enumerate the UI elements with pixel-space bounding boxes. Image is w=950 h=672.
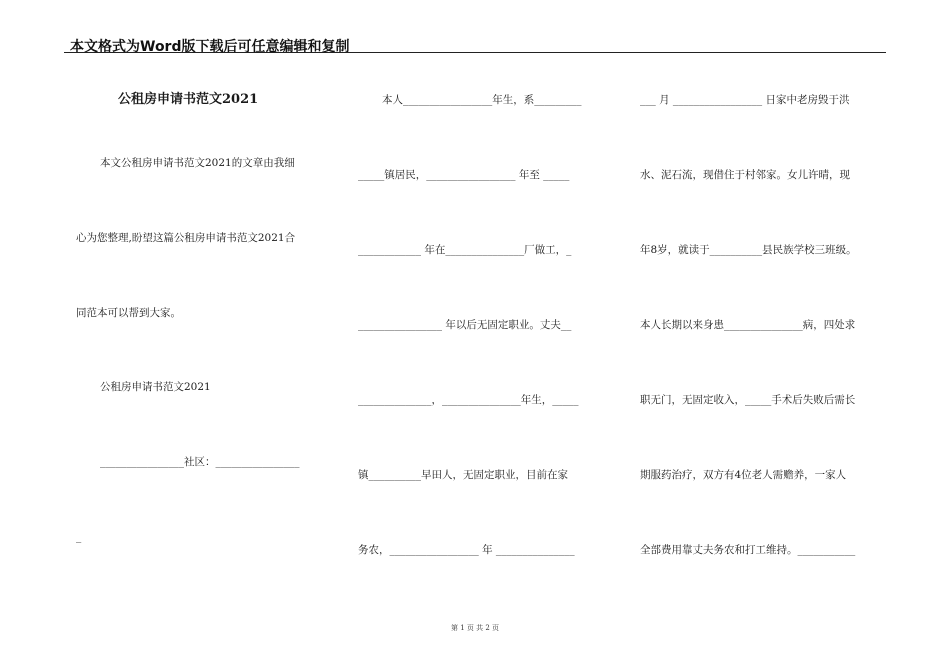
col3-line-2: 水、泥石流，现借住于村邻家。女儿许晴，现	[640, 169, 850, 181]
col2-line-3: ____________ 年在_______________厂做工，_	[358, 244, 572, 256]
col2-line-5: ______________，_______________年生，_____	[358, 394, 579, 406]
col2-line-1: 本人_________________年生，系_________	[382, 94, 582, 106]
col2-line-7: 务农，_________________ 年 _______________	[358, 544, 575, 556]
col3-line-7: 全部费用靠丈夫务农和打工维持。___________	[640, 544, 856, 556]
document-header: 本文格式为Word版下载后可任意编辑和复制	[70, 39, 350, 55]
col3-line-5: 职无门，无固定收入，_____手术后失败后需长	[640, 394, 856, 406]
col1-line-6: _	[76, 531, 82, 543]
col1-line-3: 同范本可以帮到大家。	[76, 307, 181, 319]
document-title: 公租房申请书范文2021	[118, 92, 259, 107]
col1-line-4: 公租房申请书范文2021	[100, 381, 211, 393]
col3-line-4: 本人长期以来身患_______________病，四处求	[640, 319, 856, 331]
col1-line-2: 心为您整理,盼望这篇公租房申请书范文2021合	[76, 232, 296, 244]
col2-line-2: _____镇居民，_________________ 年至 _____	[358, 169, 570, 181]
col2-line-6: 镇__________早田人，无固定职业，目前在家	[358, 469, 568, 481]
col3-line-1: ___ 月 _________________ 日家中老房毁于洪	[640, 94, 850, 106]
page-number: 第 1 页 共 2 页	[450, 624, 500, 632]
col1-line-1: 本文公租房申请书范文2021的文章由我细	[100, 157, 295, 169]
header-divider	[64, 52, 886, 53]
col3-line-3: 年8岁，就读于__________县民族学校三班级。	[640, 244, 857, 256]
col3-line-6: 期服药治疗，双方有4位老人需赡养，一家人	[640, 469, 847, 481]
col1-line-5: ________________社区：________________	[100, 456, 300, 468]
col2-line-4: ________________ 年以后无固定职业。丈夫__	[358, 319, 572, 331]
